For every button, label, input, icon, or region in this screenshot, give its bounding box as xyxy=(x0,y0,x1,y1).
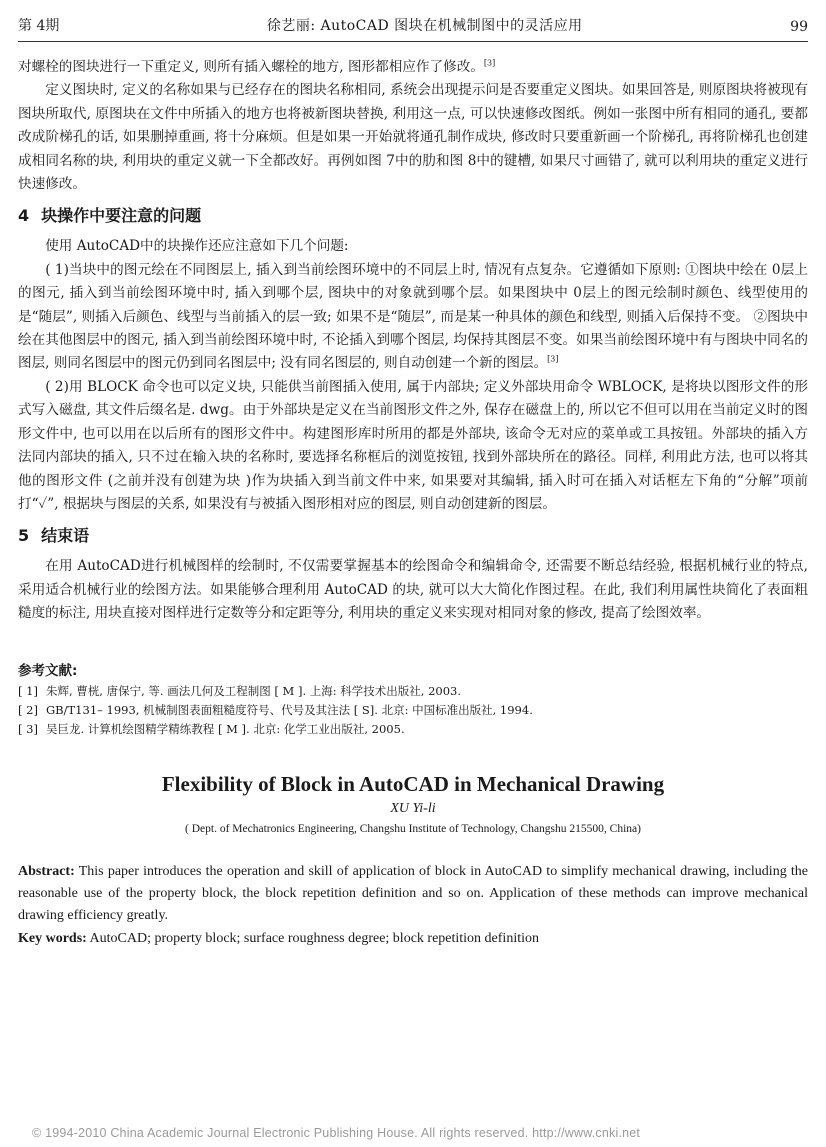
citation: [3] xyxy=(483,58,496,68)
paragraph: 在用 AutoCAD进行机械图样的绘制时, 不仅需要掌握基本的绘图命令和编辑命令, 还需要不断总结经验, 根据机械行业的特点, 采用适合机械行业的绘图方法。如果能够合理利用 AutoCAD 的块, 就可以大大简化作图过程。在此, 我们利用属性块简化了表面粗糙度的标注, 用块直接对图样进行定数等分和定距等分, 利用块的重定义来实现对相同对象的修改, 提高了绘图效率。 xyxy=(18,558,808,622)
section-heading-5 xyxy=(18,523,808,549)
copyright-footer: © 1994-2010 China Academic Journal Electronic Publishing House. All rights reserved. http://www.cnki.net xyxy=(32,1126,641,1140)
issue-label: 第 4期 xyxy=(18,18,60,34)
running-title: 徐艺丽: AutoCAD 图块在机械制图中的灵活应用 xyxy=(266,18,583,34)
section-heading-4 xyxy=(18,203,808,229)
paragraph: 使用 AutoCAD中的块操作还应注意如下几个问题: xyxy=(45,238,349,255)
references-heading: 参考文献: xyxy=(18,662,78,679)
section-5-body xyxy=(18,555,808,625)
paragraph: 定义图块时, 定义的名称如果与已经存在的图块名称相同, 系统会出现提示问是否要重定义图块。如果回答是, 则原图块将被现有图块所取代, 原图块在文件中所插入的地方也将被新图块替换, 利用这一点, 可以快速修改图纸。例如一张图中所有相同的通孔, 要都改成阶梯孔的话, 如果删掉重画, 将十分麻烦。但是如果一开始就将通孔制作成块, 修改时只要重新画一个阶梯孔, 再将阶梯孔也创建成相同名称的块, 利用块的重定义就一下全都改好。再例如图 7中的肋和图 8中的键槽, 如果尺寸画错了, 就可以利用块的重定义进行快速修改。 xyxy=(18,82,808,193)
references-list xyxy=(18,682,808,739)
abstract-text: This paper introduces the operation and skill of application of block in AutoCAD to simplify mechanical drawing, including the reasonable use of the property block, the block repetition definition and so on. Application of these methods can improve mechanical drawing efficiency greatly. xyxy=(18,863,808,923)
section-title: 结束语 xyxy=(41,526,90,546)
keywords-text: AutoCAD; property block; surface roughness degree; block repetition definition xyxy=(86,930,539,946)
reference-item: [ 3] 吴巨龙. 计算机绘图精学精练教程 [ M ]. 北京: 化学工业出版社, 2005. xyxy=(18,721,405,736)
abstract-label: Abstract: xyxy=(18,863,75,879)
reference-item: [ 2] GB/T131– 1993, 机械制图表面粗糙度符号、代号及其注法 [ S]. 北京: 中国标准出版社, 1994. xyxy=(18,702,533,717)
section-4-body xyxy=(18,235,808,516)
english-keywords xyxy=(18,929,808,949)
english-title: Flexibility of Block in AutoCAD in Mechanical Drawing xyxy=(161,771,665,796)
english-abstract xyxy=(18,861,808,927)
paragraph: 对螺栓的图块进行一下重定义, 则所有插入螺栓的地方, 图形都相应作了修改。[3] xyxy=(18,58,496,75)
citation: [3] xyxy=(547,354,559,364)
english-author: XU Yi-li xyxy=(390,800,436,816)
section-number: 4 xyxy=(18,206,30,226)
section-title: 块操作中要注意的问题 xyxy=(41,206,202,226)
paragraph: ( 2)用 BLOCK 命令也可以定义块, 只能供当前图插入使用, 属于内部块; 定义外部块用命令 WBLOCK, 是将块以图形文件的形式写入磁盘, 其文件后缀名是. dwg。由于外部块是定义在当前图形文件之外, 保存在磁盘上的, 所以它不但可以用在当前定义时的图形文件中, 也可以用在以后所有的图形文件中。构建图形库时所用的都是外部块, 该命令无对应的菜单或工具按钮。外部块的插入方法同内部块的插入, 只不过在输入块的名称时, 要选择名称框后的浏览按钮, 找到外部块所在的路径。同样, 利用此方法, 也可以将其他的图形文件 (之前并没有创建为块 )作为块插入到当前文件中来, 如果要对其编辑, 插入时可在插入对话框左下角的“分解”项前打“✓”, 根据块与图层的关系, 如果没有与被插入图形相对应的图层, 则自动创建新的图层。 xyxy=(18,378,808,512)
paragraph: ( 1)当块中的图元绘在不同图层上, 插入到当前绘图环境中的不同层上时, 情况有点复杂。它遵循如下原则: ①图块中绘在 0层上的图元, 插入到当前绘图环境中时, 插入到哪个层, 图块中的对象就到哪个层。如果图块中 0层上的图元绘制时颜色、线型使用的是“随层”, 则插入后颜色、线型与当前插入的层一致; 如果不是“随层”, 而是某一种具体的颜色和线型, 则插入后保持不变。 ②图块中绘在其他图层中的图元, 插入到当前绘图环境中时, 不论插入到哪个图层, 均保持其图层不变。如果当前绘图环境中有与图块中同名的图层, 则同名图层中的图元仍到同名图层中; 没有同名图层的, 则自动创建一个新的图层。[3] xyxy=(18,261,808,372)
intro-text xyxy=(18,56,808,196)
english-affiliation: ( Dept. of Mechatronics Engineering, Changshu Institute of Technology, Changshu 215500, China) xyxy=(185,822,641,835)
reference-item: [ 1] 朱辉, 曹桄, 唐保宁, 等. 画法几何及工程制图 [ M ]. 上海: 科学技术出版社, 2003. xyxy=(18,683,462,698)
page-number: 99 xyxy=(790,19,808,35)
journal-page xyxy=(18,0,808,949)
running-header xyxy=(18,0,808,42)
keywords-label: Key words: xyxy=(18,930,87,946)
section-number: 5 xyxy=(18,526,30,546)
